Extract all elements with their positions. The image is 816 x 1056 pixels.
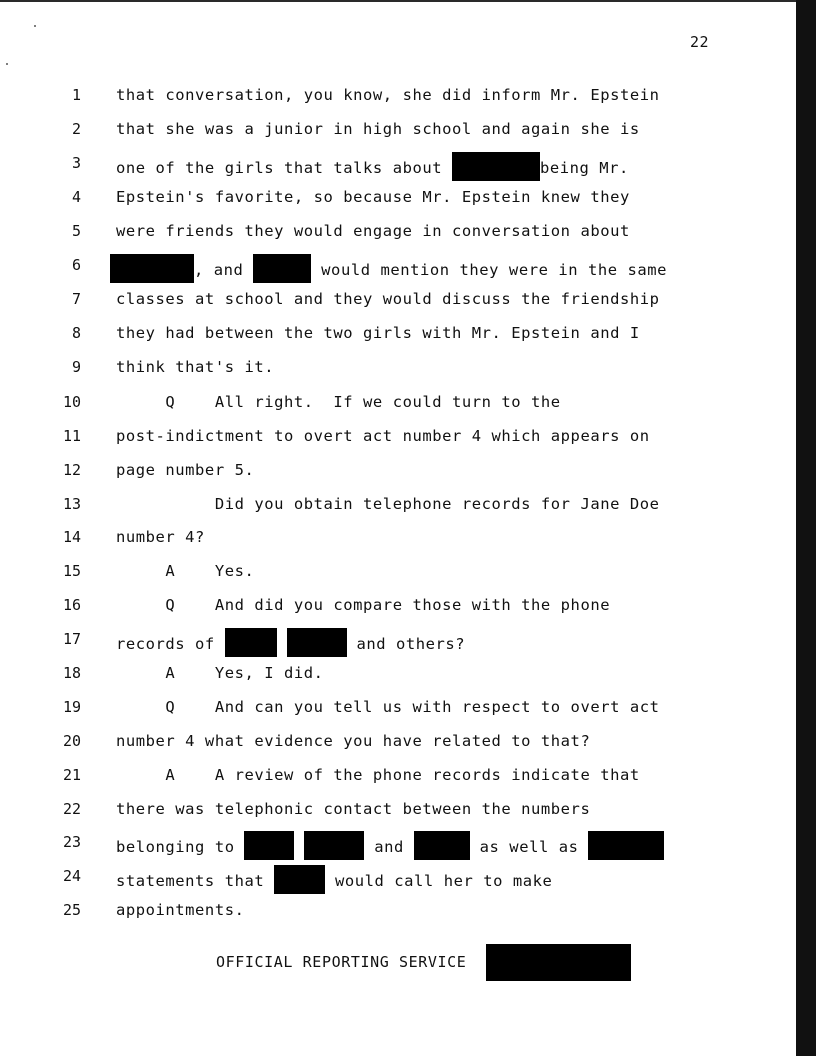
line-text bbox=[116, 493, 660, 515]
text-segment: A Yes, I did. bbox=[116, 664, 324, 682]
text-segment: and bbox=[364, 838, 414, 856]
line-text bbox=[116, 425, 650, 447]
line-text bbox=[116, 628, 465, 657]
line-number: 18 bbox=[63, 664, 82, 682]
transcript-line bbox=[0, 186, 780, 208]
text-segment: think that's it. bbox=[116, 358, 275, 376]
text-segment bbox=[294, 838, 304, 856]
line-number: 10 bbox=[63, 393, 82, 411]
redaction-box bbox=[588, 831, 664, 860]
line-number: 15 bbox=[63, 562, 82, 580]
transcript-line bbox=[0, 865, 780, 890]
footer-label: OFFICIAL REPORTING SERVICE bbox=[216, 953, 467, 971]
text-segment bbox=[277, 635, 287, 653]
line-number: 17 bbox=[63, 630, 82, 648]
redaction-box bbox=[304, 831, 364, 860]
line-text bbox=[116, 594, 610, 616]
transcript-line bbox=[0, 425, 780, 447]
line-number: 14 bbox=[63, 528, 82, 546]
line-text bbox=[116, 220, 630, 242]
line-number: 25 bbox=[63, 901, 82, 919]
text-segment: A Yes. bbox=[116, 562, 255, 580]
transcript-line bbox=[0, 628, 780, 653]
line-text bbox=[116, 288, 660, 310]
line-number: 8 bbox=[71, 324, 81, 342]
line-text bbox=[116, 560, 254, 582]
transcript-line bbox=[0, 152, 780, 177]
text-segment: records of bbox=[116, 635, 225, 653]
transcript-line bbox=[0, 764, 780, 786]
transcript-line bbox=[0, 322, 780, 344]
transcript-line bbox=[0, 662, 780, 684]
line-text bbox=[116, 152, 629, 181]
transcript-line bbox=[0, 730, 780, 752]
line-text bbox=[116, 696, 660, 718]
transcript-line bbox=[0, 459, 780, 481]
line-number: 11 bbox=[63, 427, 82, 445]
line-number: 6 bbox=[71, 256, 81, 274]
text-segment: belonging to bbox=[116, 838, 245, 856]
line-text bbox=[116, 764, 640, 786]
text-segment: would call her to make bbox=[325, 872, 553, 890]
text-segment: appointments. bbox=[116, 901, 245, 919]
line-text bbox=[116, 84, 660, 106]
line-number: 16 bbox=[63, 596, 82, 614]
text-segment: number 4 what evidence you have related to that? bbox=[116, 732, 591, 750]
line-number: 22 bbox=[63, 800, 82, 818]
line-text bbox=[110, 254, 667, 283]
line-number: 9 bbox=[71, 358, 81, 376]
redaction-box bbox=[253, 254, 311, 283]
text-segment: one of the girls that talks about bbox=[116, 159, 452, 177]
text-segment: number 4? bbox=[116, 528, 205, 546]
line-number: 1 bbox=[71, 86, 81, 104]
transcript-line bbox=[0, 493, 780, 515]
text-segment: Q And did you compare those with the phone bbox=[116, 596, 611, 614]
line-number: 24 bbox=[63, 867, 82, 885]
line-text bbox=[116, 899, 244, 921]
transcript-line bbox=[0, 391, 780, 413]
line-text bbox=[116, 391, 561, 413]
redaction-box bbox=[452, 152, 540, 181]
line-text bbox=[116, 356, 274, 378]
text-segment: , and bbox=[194, 261, 254, 279]
line-number: 12 bbox=[63, 461, 82, 479]
text-segment: Q All right. If we could turn to the bbox=[116, 393, 561, 411]
text-segment: and others? bbox=[346, 635, 466, 653]
text-segment: statements that bbox=[116, 872, 275, 890]
footer-redaction-box bbox=[486, 944, 631, 981]
line-text bbox=[116, 730, 590, 752]
redaction-box bbox=[110, 254, 194, 283]
line-number: 4 bbox=[71, 188, 81, 206]
line-text bbox=[116, 865, 552, 894]
scan-edge-bar bbox=[796, 0, 816, 1056]
text-segment: they had between the two girls with Mr. Epstein and I bbox=[116, 324, 640, 342]
redaction-box bbox=[225, 628, 277, 657]
line-number: 3 bbox=[71, 154, 81, 172]
line-number: 7 bbox=[71, 290, 81, 308]
line-text bbox=[116, 322, 640, 344]
redaction-box bbox=[414, 831, 470, 860]
transcript-line bbox=[0, 118, 780, 140]
transcript-line bbox=[0, 526, 780, 548]
text-segment: Q And can you tell us with respect to overt act bbox=[116, 698, 660, 716]
line-number: 13 bbox=[63, 495, 82, 513]
text-segment: there was telephonic contact between the numbers bbox=[116, 800, 591, 818]
line-text bbox=[116, 831, 664, 860]
text-segment: as well as bbox=[469, 838, 589, 856]
page-number: 22 bbox=[690, 33, 710, 51]
line-text bbox=[116, 798, 590, 820]
text-segment: classes at school and they would discuss the friendship bbox=[116, 290, 660, 308]
transcript-line bbox=[0, 594, 780, 616]
transcript-line bbox=[0, 220, 780, 242]
transcript-line bbox=[0, 254, 780, 279]
top-edge-line bbox=[0, 0, 802, 2]
text-segment: that conversation, you know, she did inform Mr. Epstein bbox=[116, 86, 660, 104]
text-segment: A A review of the phone records indicate that bbox=[116, 766, 640, 784]
line-text bbox=[116, 118, 640, 140]
redaction-box bbox=[287, 628, 347, 657]
line-number: 2 bbox=[71, 120, 81, 138]
line-text bbox=[116, 459, 254, 481]
line-number: 21 bbox=[63, 766, 82, 784]
scan-speck bbox=[6, 63, 8, 65]
transcript-line bbox=[0, 84, 780, 106]
redaction-box bbox=[244, 831, 294, 860]
line-text bbox=[116, 526, 205, 548]
line-number: 5 bbox=[71, 222, 81, 240]
text-segment: Epstein's favorite, so because Mr. Epstein knew they bbox=[116, 188, 630, 206]
line-text bbox=[116, 186, 630, 208]
text-segment: page number 5. bbox=[116, 461, 255, 479]
text-segment: being Mr. bbox=[539, 159, 629, 177]
redaction-box bbox=[274, 865, 325, 894]
line-text bbox=[116, 662, 324, 684]
transcript-line bbox=[0, 831, 780, 856]
text-segment: would mention they were in the same bbox=[311, 261, 668, 279]
transcript-line bbox=[0, 696, 780, 718]
transcript-line bbox=[0, 899, 780, 921]
line-number: 20 bbox=[63, 732, 82, 750]
text-segment: that she was a junior in high school and again she is bbox=[116, 120, 640, 138]
transcript-line bbox=[0, 288, 780, 310]
text-segment: Did you obtain telephone records for Jane Doe bbox=[116, 495, 660, 513]
line-number: 19 bbox=[63, 698, 82, 716]
transcript-line bbox=[0, 560, 780, 582]
transcript-line bbox=[0, 356, 780, 378]
transcript-line bbox=[0, 798, 780, 820]
line-number: 23 bbox=[63, 833, 82, 851]
scan-speck bbox=[34, 25, 36, 27]
text-segment: post-indictment to overt act number 4 which appears on bbox=[116, 427, 650, 445]
text-segment: were friends they would engage in conversation about bbox=[116, 222, 630, 240]
